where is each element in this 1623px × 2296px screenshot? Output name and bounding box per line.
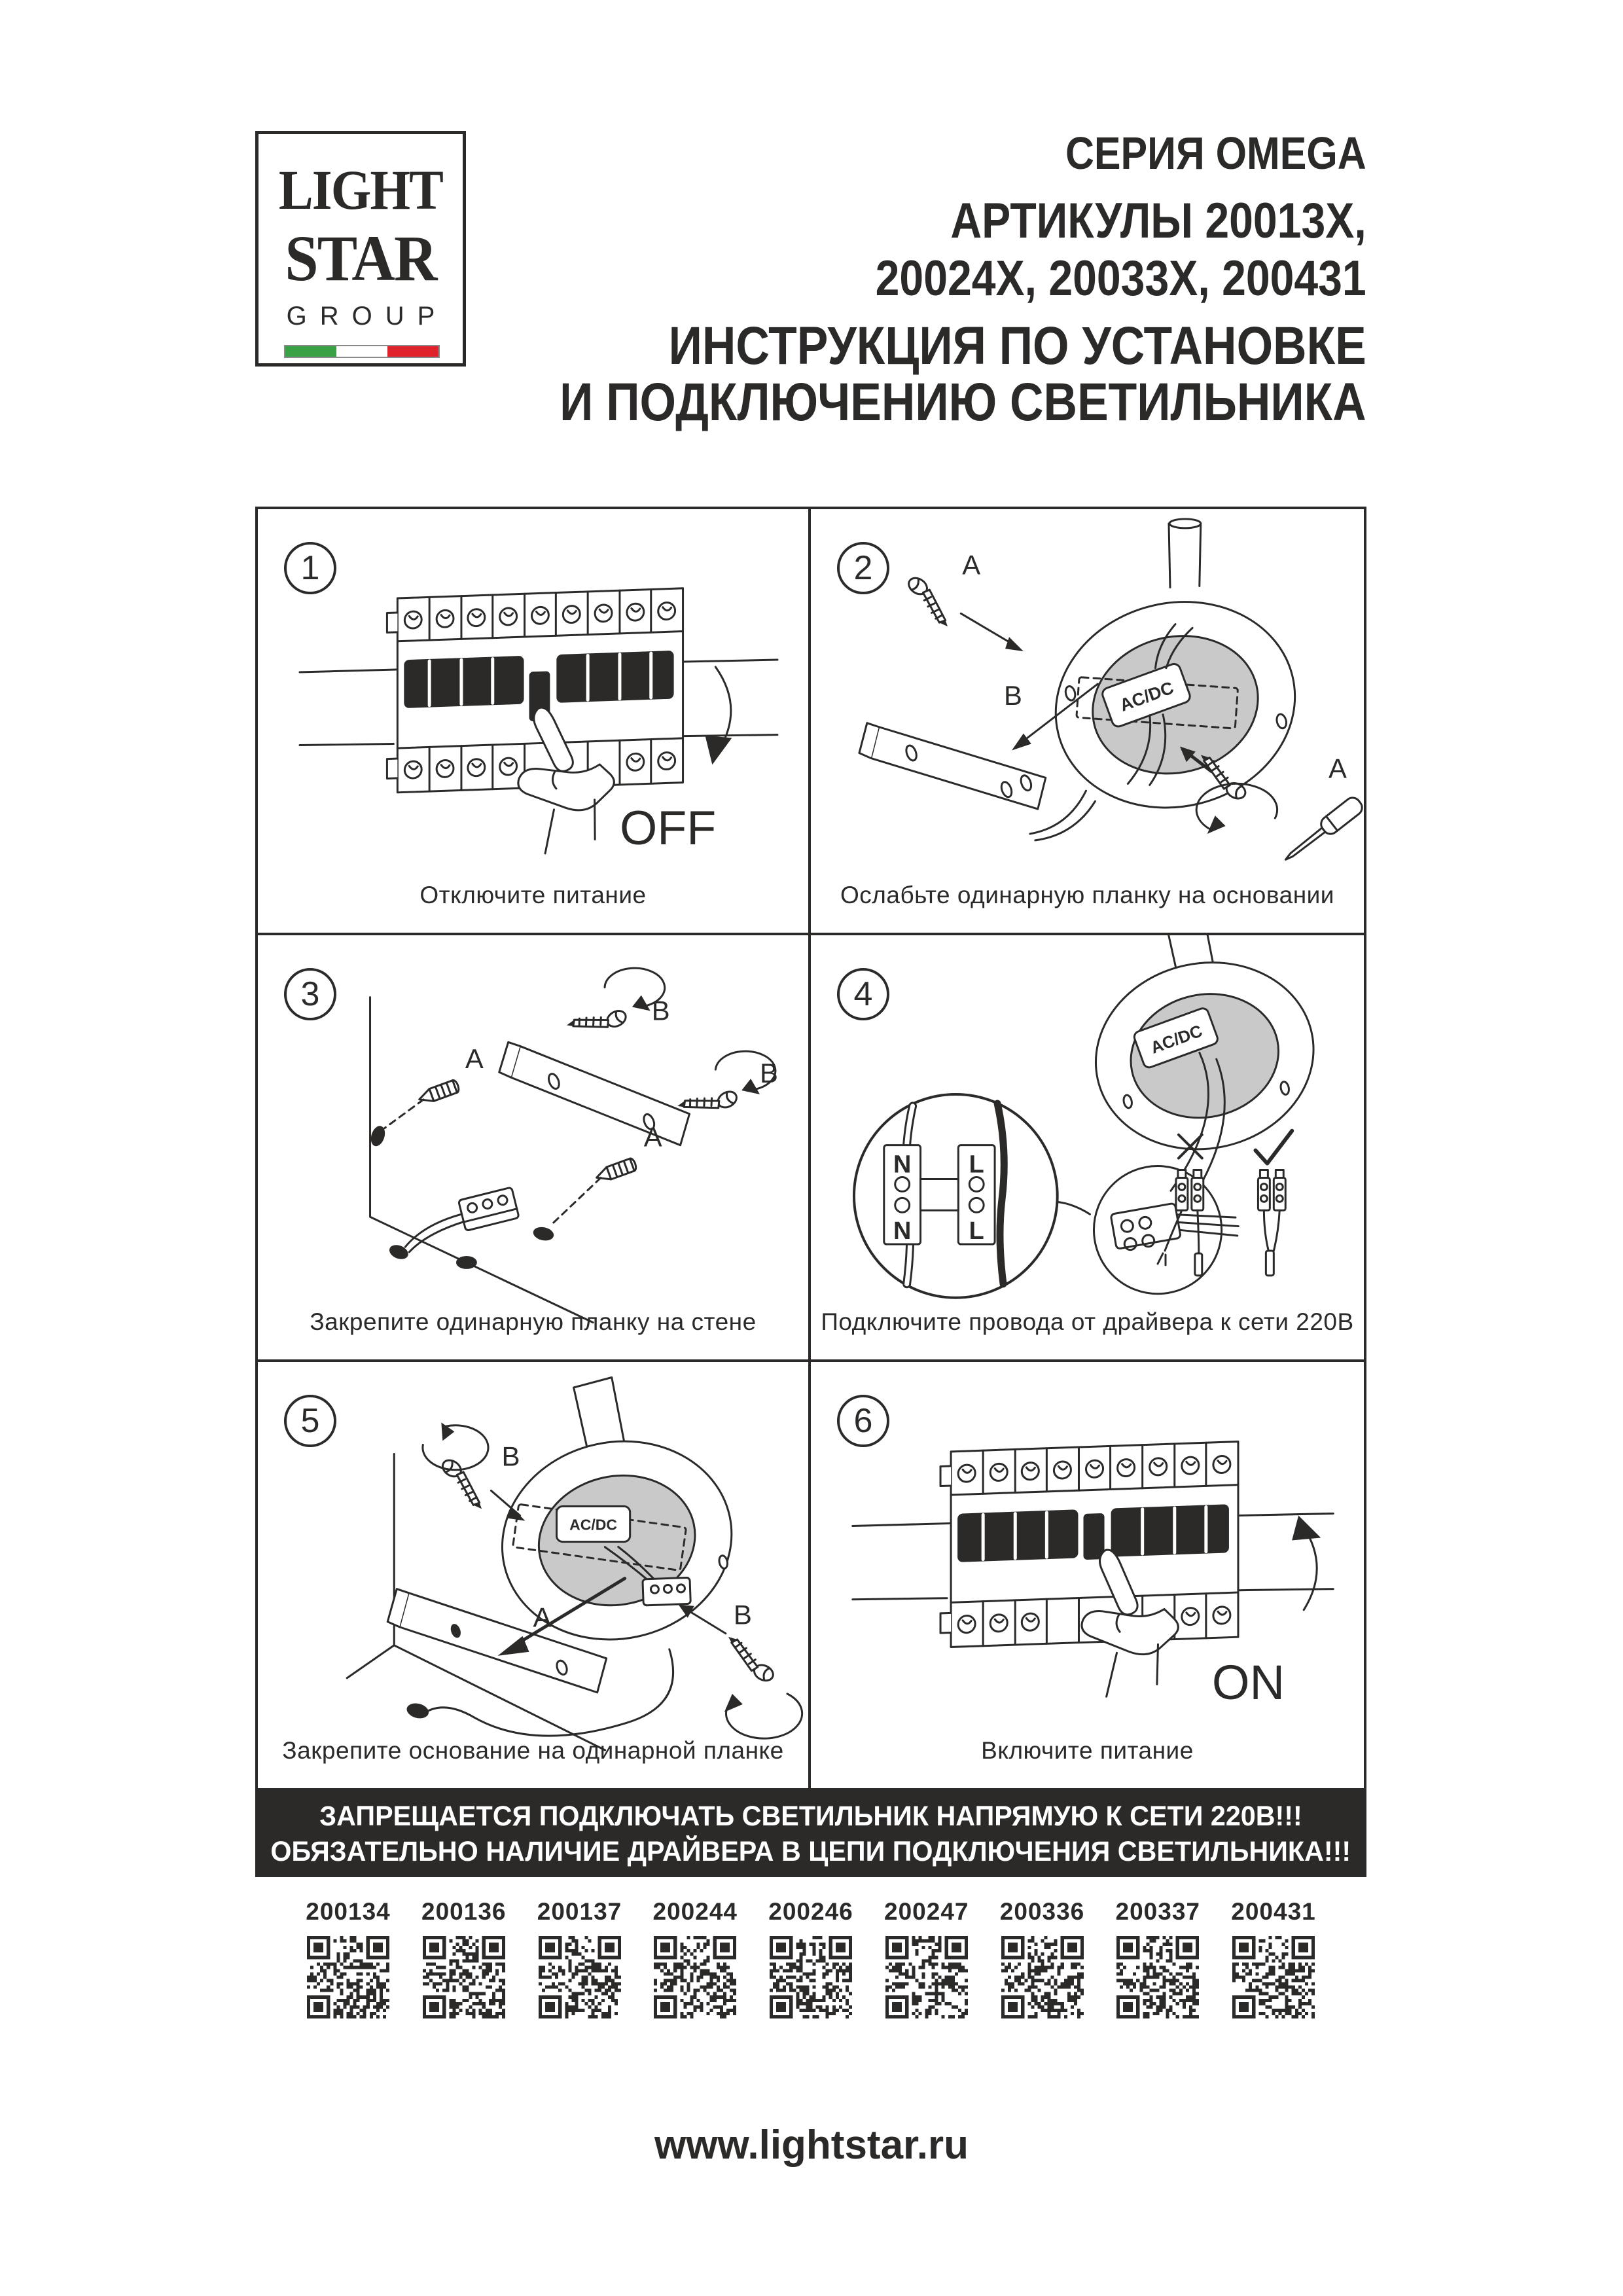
step-number-badge [284, 968, 336, 1020]
step-6-cell [811, 1362, 1364, 1788]
screw-b-top-icon [433, 1457, 495, 1510]
label-a-1: A [465, 1043, 484, 1075]
driver-label: AC/DC [1116, 677, 1177, 715]
step-5-cell [258, 1362, 811, 1788]
screwdriver-icon [1280, 795, 1364, 867]
qr-item [990, 1893, 1095, 2034]
step-number: 1 [300, 549, 320, 587]
logo-word-group: GROUP [286, 302, 448, 331]
driver-box [557, 1506, 630, 1541]
flag-red-segment [387, 346, 438, 357]
wall-anchor-icon [417, 1079, 460, 1105]
website-link: www.lightstar.ru [654, 2123, 969, 2168]
screw-a-top-icon [899, 575, 961, 628]
qr-code [1001, 1936, 1084, 2018]
terminal-block [458, 1187, 519, 1231]
qr-article-label: 200431 [1231, 1898, 1316, 1925]
steps-grid [255, 507, 1366, 1791]
terminal-n-bottom: N [893, 1217, 912, 1246]
qr-item [296, 1893, 401, 2034]
step-caption: Закрепите одинарную планку на стене [310, 1308, 757, 1335]
on-label: ON [1211, 1655, 1285, 1710]
qr-article-label: 200137 [537, 1898, 622, 1925]
instruction-title-line-2: И ПОДКЛЮЧЕНИЮ СВЕТИЛЬНИКА [560, 372, 1366, 432]
label-a-2: A [643, 1121, 662, 1153]
qr-item [527, 1893, 632, 2034]
qr-article-label: 200337 [1115, 1898, 1200, 1925]
qr-item [758, 1893, 863, 2034]
step-number: 2 [853, 549, 873, 587]
qr-article-label: 200246 [768, 1898, 853, 1925]
qr-row [255, 1893, 1366, 2034]
driver-label: AC/DC [569, 1516, 618, 1534]
qr-code [1116, 1936, 1199, 2018]
qr-article-label: 200244 [652, 1898, 738, 1925]
magnifier-circle [854, 1094, 1058, 1298]
turn-on-arrow [1292, 1515, 1321, 1609]
step-1-cell [258, 509, 811, 935]
pressed-toggle [1083, 1513, 1104, 1560]
breaker-off-illustration [258, 509, 808, 933]
series-title: СЕРИЯ OMEGA [1065, 128, 1366, 179]
qr-code [885, 1936, 968, 2018]
terminal-block [643, 1577, 690, 1605]
articles-line-1: АРТИКУЛЫ 20013Х, [950, 193, 1366, 249]
qr-item [874, 1893, 979, 2034]
label-a-top: A [962, 549, 981, 581]
terminal-l-top: L [969, 1151, 984, 1179]
qr-item [1105, 1893, 1210, 2034]
qr-code [423, 1936, 505, 2018]
label-a-bottom: A [1328, 753, 1347, 784]
qr-code [654, 1936, 736, 2018]
qr-code [539, 1936, 621, 2018]
step-caption: Закрепите основание на одинарной планке [282, 1736, 784, 1764]
qr-item [643, 1893, 747, 2034]
qr-article-label: 200336 [999, 1898, 1085, 1925]
lamp-base [1034, 577, 1317, 833]
loosen-plate-illustration [811, 509, 1364, 933]
step-3-cell [258, 935, 811, 1361]
qr-article-label: 200247 [884, 1898, 969, 1925]
qr-article-label: 200134 [306, 1898, 391, 1925]
label-a: A [533, 1602, 552, 1633]
terminal-l-bottom: L [969, 1217, 984, 1246]
step-caption: Подключите провода от драйвера к сети 220В [821, 1308, 1354, 1335]
step-number: 5 [300, 1401, 320, 1440]
label-b-bottom: B [733, 1599, 752, 1630]
warning-line-1: ЗАПРЕЩАЕТСЯ ПОДКЛЮЧАТЬ СВЕТИЛЬНИК НАПРЯМУЮ К СЕТИ 220В!!! [319, 1801, 1302, 1832]
label-b: B [1004, 679, 1022, 711]
step-caption: Отключите питание [419, 882, 647, 909]
driver-label: AC/DC [1148, 1022, 1205, 1058]
step-number: 4 [853, 975, 873, 1014]
breaker-panel [387, 588, 683, 793]
step-number: 6 [853, 1401, 873, 1440]
flag-white-segment [336, 346, 387, 357]
label-b-2: B [760, 1058, 778, 1089]
connect-wires-illustration [811, 935, 1364, 1359]
fix-plate-to-wall-illustration [258, 935, 808, 1359]
label-b-1: B [651, 995, 670, 1026]
flag-green-segment [285, 346, 336, 357]
articles-line-2: 20024Х, 20033Х, 200431 [875, 251, 1366, 306]
terminal-n-top: N [893, 1151, 912, 1179]
step-caption: Ослабьте одинарную планку на основании [840, 882, 1334, 909]
turn-off-arrow [705, 667, 732, 764]
label-b-top: B [501, 1441, 520, 1472]
warning-line-2: ОБЯЗАТЕЛЬНО НАЛИЧИЕ ДРАЙВЕРА В ЦЕПИ ПОДКЛЮЧЕНИЯ СВЕТИЛЬНИКА!!! [270, 1836, 1351, 1867]
qr-code [1232, 1936, 1315, 2018]
breaker-on-illustration [811, 1362, 1364, 1788]
step-number: 3 [300, 975, 320, 1014]
step-number-badge [284, 542, 336, 594]
step-number-badge [837, 542, 889, 594]
step-number-badge [837, 968, 889, 1020]
off-label: OFF [619, 800, 717, 855]
step-number-badge [837, 1395, 889, 1447]
correct-wire-pair [1258, 1170, 1285, 1276]
qr-item [412, 1893, 516, 2034]
header [439, 130, 1366, 431]
qr-article-label: 200136 [421, 1898, 507, 1925]
step-2-cell [811, 509, 1364, 935]
logo-word-light: LIGHT [278, 158, 443, 221]
mounting-plate [859, 723, 1046, 809]
fix-base-illustration [258, 1362, 808, 1788]
wall-anchor-2-icon [594, 1158, 637, 1184]
rotation-arrow [724, 1694, 802, 1738]
correct-icon [1255, 1131, 1292, 1164]
lightstar-logo [255, 131, 466, 367]
qr-item [1221, 1893, 1326, 2034]
warning-banner [255, 1791, 1366, 1877]
step-4-cell [811, 935, 1364, 1361]
screw-b-icon [566, 997, 628, 1047]
qr-code [307, 1936, 389, 2018]
italian-flag-stripe [284, 345, 440, 358]
screw-b-bottom-icon [718, 1636, 781, 1683]
logo-word-star: STAR [285, 222, 437, 295]
qr-code [770, 1936, 852, 2018]
step-caption: Включите питание [981, 1736, 1194, 1764]
instruction-title-line-1: ИНСТРУКЦИЯ ПО УСТАНОВКЕ [668, 316, 1366, 376]
step-number-badge [284, 1395, 336, 1447]
